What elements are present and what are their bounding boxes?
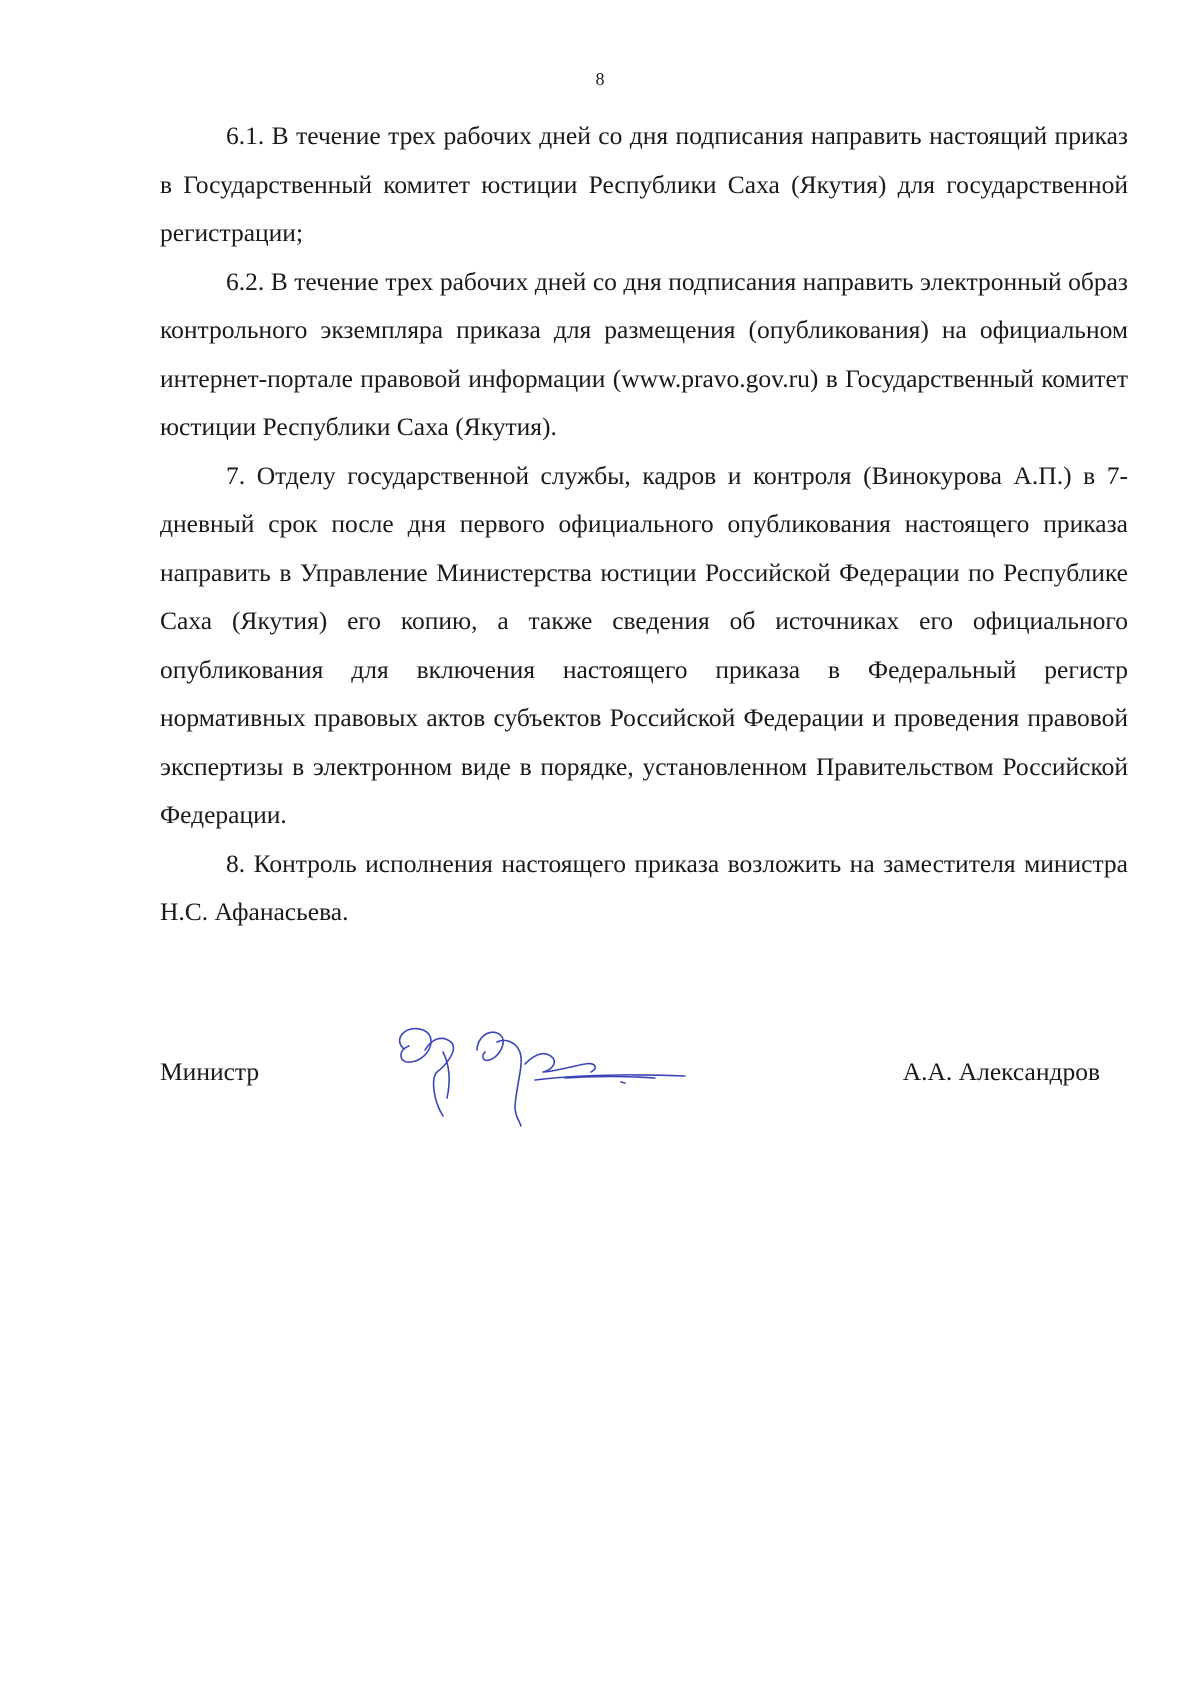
signatory-name: А.А. Александров — [902, 1057, 1100, 1086]
paragraph-6-2: 6.2. В течение трех рабочих дней со дня подписания направить электронный образ контрольного экземпляра приказа для размещения (опубликования) на официальном интернет-портале правовой информации (www.pravo.gov.ru) в Государственный комитет юстиции Республики Саха (Якутия). — [160, 266, 1128, 441]
paragraph-6-1: 6.1. В течение трех рабочих дней со дня подписания направить настоящий приказ в Государственный комитет юстиции Республики Саха (Якутия) для государственной регистрации; — [160, 121, 1128, 247]
handwritten-signature — [385, 1020, 705, 1130]
paragraph-8: 8. Контроль исполнения настоящего приказа возложить на заместителя министра Н.С. Афанасьева. — [160, 848, 1128, 926]
page-number: 8 — [595, 69, 605, 89]
paragraph-7: 7. Отделу государственной службы, кадров и контроля (Винокурова А.П.) в 7-дневный срок после дня первого официального опубликования настоящего приказа направить в Управление Министерства юстиции Российской Федерации по Республике Саха (Якутия) его копию, а также сведения об источниках его официального опубликования для включения настоящего приказа в Федеральный регистр нормативных правовых актов субъектов Российской Федерации и проведения правовой экспертизы в электронном виде в порядке, установленном Правительством Российской Федерации. — [160, 460, 1128, 829]
document-body — [160, 112, 1128, 937]
signatory-position: Министр — [160, 1057, 260, 1086]
